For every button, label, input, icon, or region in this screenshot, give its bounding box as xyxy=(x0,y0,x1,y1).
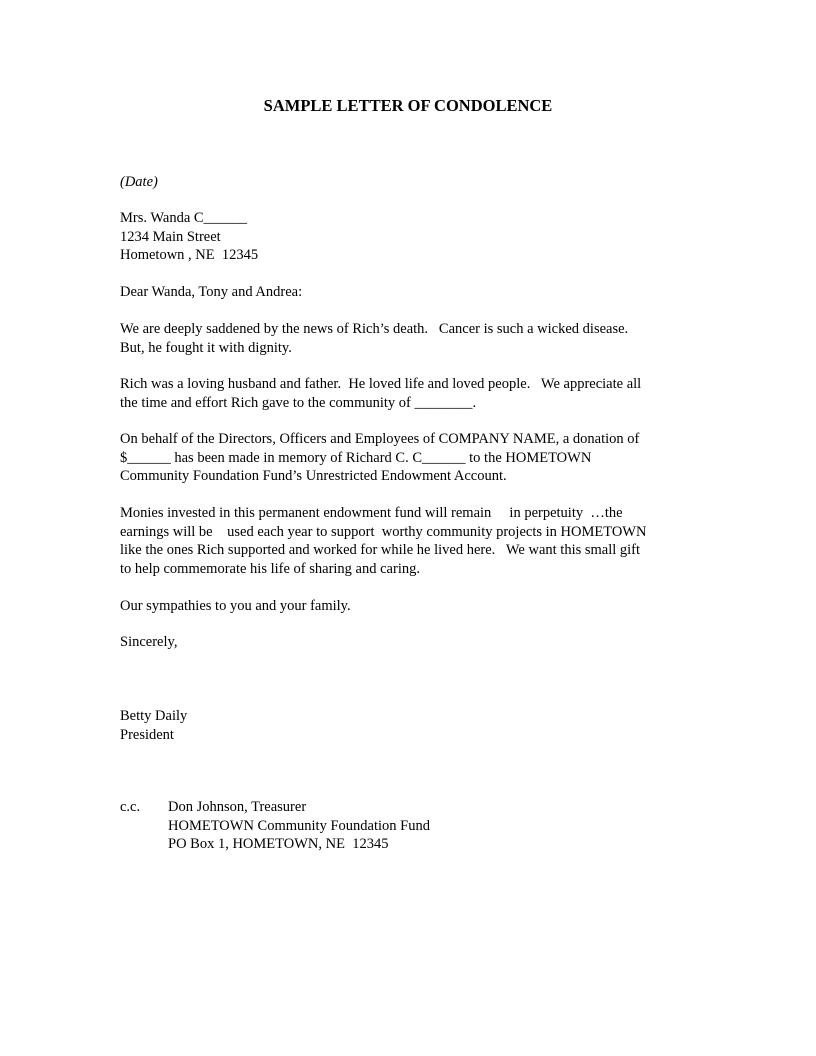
cc-line: PO Box 1, HOMETOWN, NE 12345 xyxy=(168,836,389,852)
recipient-street: 1234 Main Street xyxy=(120,228,221,245)
recipient-name: Mrs. Wanda C______ xyxy=(120,210,248,226)
paragraph-line: But, he fought it with dignity. xyxy=(120,339,292,356)
paragraph-3 xyxy=(120,430,680,486)
paragraph-1 xyxy=(120,320,680,357)
date-placeholder: (Date) xyxy=(120,174,158,190)
paragraph-line: $______ has been made in memory of Richard C. C______ to the HOMETOWN xyxy=(120,449,592,466)
page-title: SAMPLE LETTER OF CONDOLENCE xyxy=(263,96,553,115)
salutation xyxy=(120,283,680,302)
paragraph-line: We are deeply saddened by the news of Rich’s death. Cancer is such a wicked disease. xyxy=(120,321,629,337)
date-line xyxy=(120,173,680,192)
recipient-address xyxy=(120,209,680,265)
paragraph-line: Our sympathies to you and your family. xyxy=(120,598,351,614)
signature-block xyxy=(120,707,680,744)
paragraph-line: earnings will be used each year to support worthy community projects in HOMETOWN xyxy=(120,523,647,540)
recipient-city: Hometown , NE 12345 xyxy=(120,247,259,263)
paragraph-line: like the ones Rich supported and worked for while he lived here. We want this small gift xyxy=(120,542,641,558)
paragraph-line: On behalf of the Directors, Officers and Employees of COMPANY NAME, a donation of xyxy=(120,431,640,447)
closing-text: Sincerely, xyxy=(120,634,178,650)
paragraph-line: the time and effort Rich gave to the community of ________. xyxy=(120,394,477,411)
paragraph-line: Community Foundation Fund’s Unrestricted Endowment Account. xyxy=(120,468,507,484)
closing xyxy=(120,633,680,652)
signer-title: President xyxy=(120,726,174,743)
paragraph-2 xyxy=(120,375,680,412)
salutation-text: Dear Wanda, Tony and Andrea: xyxy=(120,284,303,300)
cc-label: c.c. xyxy=(120,799,141,815)
signer-name: Betty Daily xyxy=(120,708,188,724)
cc-line: HOMETOWN Community Foundation Fund xyxy=(168,817,430,834)
paragraph-5 xyxy=(120,597,680,616)
cc-recipient xyxy=(168,798,430,854)
paragraph-line: Rich was a loving husband and father. He loved life and loved people. We appreciate all xyxy=(120,376,642,392)
cc-line: Don Johnson, Treasurer xyxy=(168,799,307,815)
paragraph-4 xyxy=(120,504,680,578)
paragraph-line: Monies invested in this permanent endowment fund will remain in perpetuity …the xyxy=(120,505,623,521)
paragraph-line: to help commemorate his life of sharing and caring. xyxy=(120,560,420,577)
